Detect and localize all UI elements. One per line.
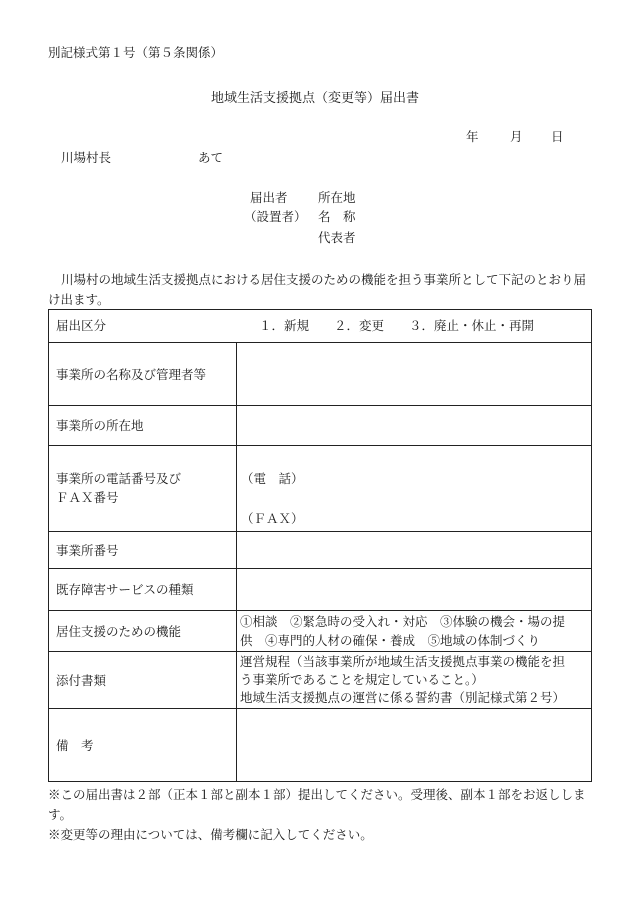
support-functions-label: 居住支援のための機能	[56, 624, 182, 639]
note-submission: ※この届出書は２部（正本１部と副本１部）提出してください。受理後、副本１部をお返しします。	[48, 787, 586, 822]
support-functions-line1[interactable]: ①相談 ②緊急時の受入れ・対応 ③体験の機会・場の提	[240, 614, 566, 629]
row-attachments	[49, 652, 591, 709]
note-change-reason: ※変更等の理由については、備考欄に記入してください。	[48, 827, 373, 842]
date-day: 日	[551, 129, 564, 144]
row-office-name	[49, 343, 591, 406]
intro-paragraph: 川場村の地域生活支援拠点における居住支援のための機能を担う事業所として下記のとおり届け出ます。	[48, 272, 587, 307]
date-month: 月	[510, 129, 523, 144]
notification-type-label: 届出区分	[56, 318, 107, 333]
row-office-location	[49, 406, 591, 446]
remarks-field[interactable]	[241, 709, 591, 781]
office-number-label: 事業所番号	[56, 543, 119, 558]
attachment-rules: 運営規程（当該事業所が地域生活支援拠点事業の機能を担	[240, 654, 566, 669]
document-title: 地域生活支援拠点（変更等）届出書	[210, 91, 419, 106]
form-number: 別記様式第１号（第５条関係）	[48, 45, 224, 60]
notifier-role: 届出者	[250, 190, 288, 205]
phone-field[interactable]: （電 話）	[241, 471, 304, 486]
row-office-number	[49, 532, 591, 569]
remarks-label: 備 考	[56, 738, 94, 753]
support-functions-line2[interactable]: 供 ④専門的人材の確保・養成 ⑤地域の体制づくり	[240, 633, 541, 648]
row-remarks	[49, 709, 591, 782]
service-type-label: 既存障害サービスの種類	[56, 582, 194, 597]
representative-label: 代表者	[318, 230, 356, 245]
service-type-field[interactable]	[241, 569, 591, 610]
notifier-role-sub: （設置者）	[244, 209, 307, 224]
office-name-field[interactable]	[241, 343, 591, 405]
date-year: 年	[466, 129, 479, 144]
office-name-label: 事業所の名称及び管理者等	[56, 367, 207, 382]
notification-type-options[interactable]: １．新規 ２．変更 ３．廃止・休止・再開	[259, 318, 535, 333]
office-location-field[interactable]	[241, 406, 591, 445]
fax-field[interactable]: （ＦＡＸ）	[241, 511, 304, 526]
row-support-functions	[49, 611, 591, 652]
addressee-suffix: あて	[198, 150, 224, 165]
notification-form-table	[48, 309, 592, 782]
office-number-field[interactable]	[241, 532, 591, 568]
attachments-label: 添付書類	[56, 673, 107, 688]
attachment-pledge: 地域生活支援拠点の運営に係る誓約書（別記様式第２号）	[240, 690, 566, 705]
phone-fax-label-line1: 事業所の電話番号及び	[56, 471, 182, 486]
name-label: 名 称	[318, 209, 356, 224]
address-label: 所在地	[318, 190, 356, 205]
addressee-name: 川場村長	[61, 150, 112, 165]
row-office-phone-fax	[49, 446, 591, 532]
attachment-rules-cont: う事業所であることを規定していること。）	[240, 672, 484, 687]
office-location-label: 事業所の所在地	[56, 418, 144, 433]
row-notification-type	[49, 310, 591, 343]
phone-fax-label-line2: ＦＡＸ番号	[56, 490, 119, 505]
row-service-type	[49, 569, 591, 611]
